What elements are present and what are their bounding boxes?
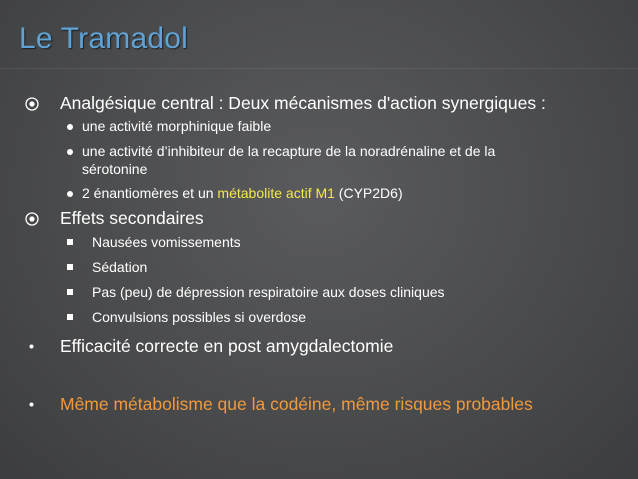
effet-sedation: Sédation <box>92 259 148 275</box>
sub-item-inhibiteur-line1: une activité d’inhibiteur de la recapture de la noradrénaline et de la <box>82 143 496 159</box>
enantiomeres-text: 2 énantiomères et un <box>82 185 218 201</box>
dot-bullet-icon <box>66 190 74 198</box>
small-dot-bullet-icon <box>29 344 34 349</box>
item-effets-secondaires: Effets secondaires <box>60 208 204 228</box>
item-metabolisme: Même métabolisme que la codéine, même risques probables <box>60 394 533 414</box>
square-bullet-icon <box>67 264 73 270</box>
dot-bullet-icon <box>66 123 74 131</box>
slide-title: Le Tramadol <box>19 22 188 55</box>
effet-depression: Pas (peu) de dépression respiratoire aux doses cliniques <box>92 284 445 300</box>
effet-convulsions: Convulsions possibles si overdose <box>92 309 306 325</box>
metabolite-highlight: métabolite actif M1 <box>217 185 335 201</box>
effet-nausees: Nausées vomissements <box>92 234 241 250</box>
circle-bullet-icon <box>25 212 39 226</box>
square-bullet-icon <box>67 239 73 245</box>
sub-item-inhibiteur-line2: sérotonine <box>82 161 148 177</box>
item-analgesique: Analgésique central : Deux mécanismes d'action synergiques : <box>60 93 546 113</box>
sub-item-morphinique: une activité morphinique faible <box>82 118 272 134</box>
square-bullet-icon <box>67 289 73 295</box>
small-dot-bullet-icon <box>29 402 34 407</box>
item-efficacite: Efficacité correcte en post amygdalectomie <box>60 336 394 356</box>
sub-item-enantiomeres <box>82 185 403 201</box>
circle-bullet-icon <box>25 97 39 111</box>
square-bullet-icon <box>67 314 73 320</box>
title-divider <box>0 68 638 69</box>
dot-bullet-icon <box>66 148 74 156</box>
cyp2d6-text: (CYP2D6) <box>334 185 403 201</box>
